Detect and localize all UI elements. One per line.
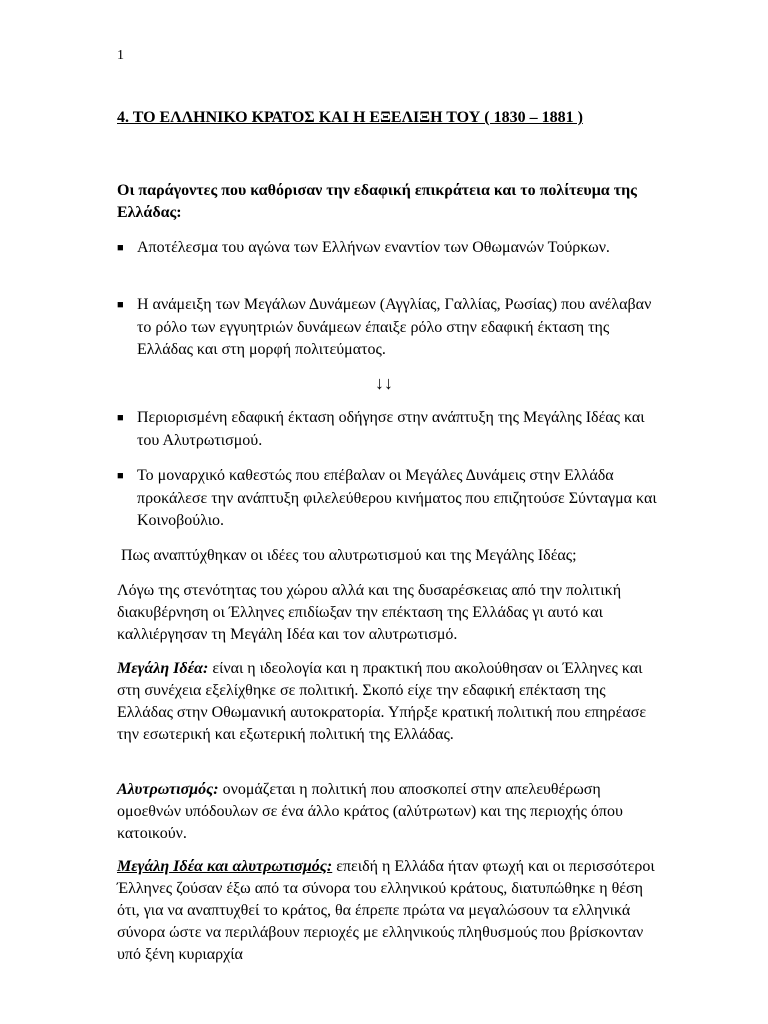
paragraph-growth: Λόγω της στενότητας του χώρου αλλά και της δυσαρέσκειας από την πολιτική διακυβέρνηση οι Έλληνες επιδίωξαν την επέκταση της Ελλάδας γι αυτό και καλλιέργησαν τη Μεγάλη Ιδέα και τον αλυτρωτισμό. <box>117 582 622 643</box>
page-number: 1 <box>117 48 124 63</box>
term-megali-idea: Μεγάλη Ιδέα: <box>117 660 209 677</box>
chapter-title: 4. ΤΟ ΕΛΛΗΝΙΚΟ ΚΡΑΤΟΣ ΚΑΙ Η ΕΞΕΛΙΞΗ ΤΟΥ ( 1830 – 1881 ) <box>117 109 583 126</box>
square-bullet-icon: ■ <box>117 470 124 482</box>
definition-alytrotismos: ονομάζεται η πολιτική που αποσκοπεί στην απελευθέρωση ομοεθνών υπόδουλων σε ένα άλλο κράτος (αλύτρωτων) και της περιοχής όπου κατοικούν. <box>117 781 623 842</box>
down-arrows-icon: ↓↓ <box>375 373 393 393</box>
list-item-text: Η ανάμειξη των Μεγάλων Δυνάμεων (Αγγλίας, Γαλλίας, Ρωσίας) που ανέλαβαν το ρόλο των εγγυητριών δυνάμεων έπαιξε ρόλο στην εδαφική έκταση της Ελλάδας και στη μορφή πολιτεύματος. <box>137 296 652 358</box>
square-bullet-icon: ■ <box>117 242 124 254</box>
square-bullet-icon: ■ <box>117 412 124 424</box>
question-text: Πως αναπτύχθηκαν οι ιδέες του αλυτρωτισμού και της Μεγάλης Ιδέας; <box>121 547 577 564</box>
square-bullet-icon: ■ <box>117 299 124 311</box>
paragraph-megali-idea <box>117 658 657 746</box>
paragraph-alytrotismos <box>117 779 657 845</box>
definition-both: επειδή η Ελλάδα ήταν φτωχή και οι περισσότεροι Έλληνες ζούσαν έξω από τα σύνορα του ελληνικού κράτους, διατυπώθηκε η θέση ότι, για να αναπτυχθεί το κράτος, θα έπρεπε πρώτα να μεγαλώσουν τα ελληνικά σύνορα ώστε να περιλάβουν περιοχές με ελληνικούς πληθυσμούς που βρίσκονταν υπό ξένη κυριαρχία <box>117 858 655 963</box>
list-item-text: Το μοναρχικό καθεστώς που επέβαλαν οι Μεγάλες Δυνάμεις στην Ελλάδα προκάλεσε την ανάπτυξη φιλελεύθερου κινήματος που επιζητούσε Σύνταγμα και Κοινοβούλιο. <box>137 467 657 529</box>
term-both: Μεγάλη Ιδέα και αλυτρωτισμός: <box>117 858 333 875</box>
definition-megali-idea: είναι η ιδεολογία και η πρακτική που ακολούθησαν οι Έλληνες και στη συνέχεια εξελίχθηκε σε πολιτική. Σκοπό είχε την εδαφική επέκταση της Ελλάδας στην Οθωμανική αυτοκρατορία. Υπήρξε κρατική πολιτική που επηρέασε την εσωτερική και εξωτερική πολιτική της Ελλάδας. <box>117 660 647 743</box>
factors-heading: Οι παράγοντες που καθόρισαν την εδαφική επικράτεια και το πολίτευμα της Ελλάδας: <box>117 182 637 221</box>
paragraph-both <box>117 856 657 966</box>
list-item-text: Αποτέλεσμα του αγώνα των Ελλήνων εναντίον των Οθωμανών Τούρκων. <box>137 239 610 256</box>
list-item-text: Περιορισμένη εδαφική έκταση οδήγησε στην ανάπτυξη της Μεγάλης Ιδέας και του Αλυτρωτισμού. <box>137 409 645 449</box>
term-alytrotismos: Αλυτρωτισμός: <box>117 781 219 798</box>
